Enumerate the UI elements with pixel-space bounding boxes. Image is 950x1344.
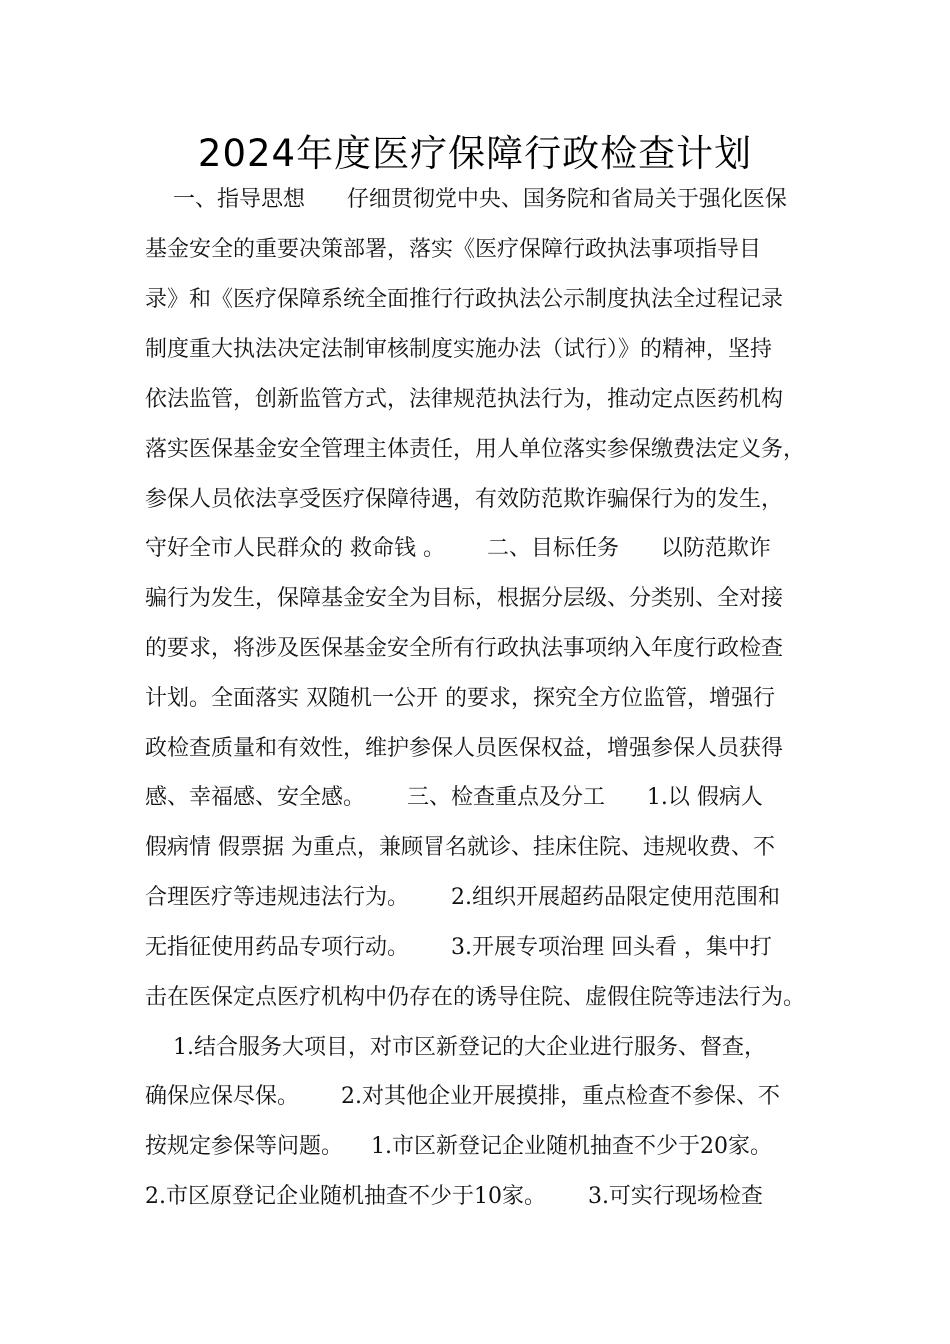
body-line: 落实医保基金安全管理主体责任，用人单位落实参保缴费法定义务， [145, 437, 806, 462]
body-line: 假病情 假票据 为重点，兼顾冒名就诊、挂床住院、违规收费、不 [145, 835, 775, 860]
body-line: 击在医保定点医疗机构中仍存在的诱导住院、虚假住院等违法行为。 [145, 985, 806, 1010]
body-line: 合理医疗等违规违法行为。 2.组织开展超药品限定使用范围和 [145, 885, 780, 910]
body-line: 录》和《医疗保障系统全面推行行政执法公示制度执法全过程记录 [145, 287, 784, 312]
body-line: 2.市区原登记企业随机抽查不少于10家。 3.可实行现场检查 [145, 1184, 763, 1209]
body-line: 计划。全面落实 双随机一公开 的要求，探究全方位监管，增强行 [145, 686, 775, 711]
body-line: 确保应保尽保。 2.对其他企业开展摸排，重点检查不参保、不 [145, 1084, 780, 1109]
body-line: 制度重大执法决定法制审核制度实施办法（试行）》的精神，坚持 [145, 337, 773, 362]
document-title: 2024年度医疗保障行政检查计划 [197, 132, 753, 175]
body-line: 骗行为发生，保障基金安全为目标，根据分层级、分类别、全对接 [145, 586, 784, 611]
body-line: 政检查质量和有效性，维护参保人员医保权益，增强参保人员获得 [145, 736, 784, 761]
body-line: 一、指导思想 仔细贯彻党中央、国务院和省局关于强化医保 [145, 187, 787, 212]
body-line: 依法监管，创新监管方式，法律规范执法行为，推动定点医药机构 [145, 387, 784, 412]
body-line: 按规定参保等问题。 1.市区新登记企业随机抽查不少于20家。 [145, 1134, 772, 1159]
body-line: 守好全市人民群众的 救命钱 。 二、目标任务 以防范欺诈 [145, 536, 771, 561]
body-line: 基金安全的重要决策部署，落实《医疗保障行政执法事项指导目 [145, 237, 762, 262]
body-line: 感、幸福感、安全感。 三、检查重点及分工 1.以 假病人 [145, 785, 763, 810]
body-line: 1.结合服务大项目，对市区新登记的大企业进行服务、督查， [145, 1035, 766, 1060]
body-line: 的要求，将涉及医保基金安全所有行政执法事项纳入年度行政检查 [145, 636, 784, 661]
body-line: 无指征使用药品专项行动。 3.开展专项治理 回头看 ，集中打 [145, 935, 772, 960]
body-line: 参保人员依法享受医疗保障待遇，有效防范欺诈骗保行为的发生， [145, 487, 784, 512]
